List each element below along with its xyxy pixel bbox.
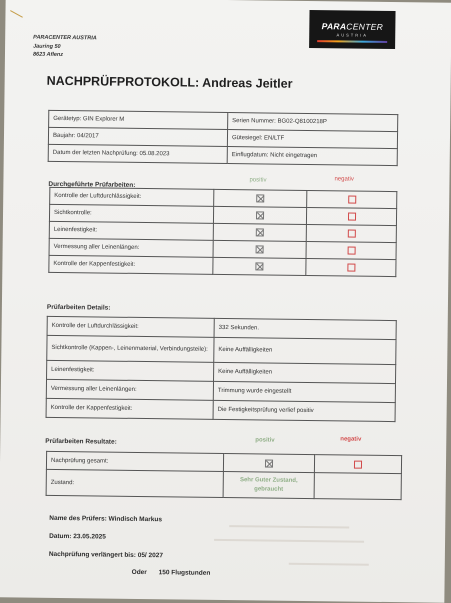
paracenter-logo: PARACENTER AUSTRIA — [309, 10, 395, 49]
checkbox-checked-icon[interactable] — [255, 262, 263, 270]
checkbox-empty-icon[interactable] — [348, 195, 356, 203]
gesamt-label: Nachprüfung gesamt: — [46, 451, 223, 471]
oder-text: Oder — [131, 568, 147, 577]
company-name: PARACENTER AUSTRIA — [33, 34, 97, 42]
checkbox-checked-icon[interactable] — [256, 228, 264, 236]
positiv-header: positiv — [255, 437, 275, 444]
durchgefuehrt-table — [48, 187, 397, 277]
table-row — [49, 255, 396, 276]
company-street: Jauring 50 — [33, 43, 61, 50]
row-label: Leinenfestigkeit: — [49, 221, 213, 240]
einflugdatum-cell: Einflugdatum: Nicht eingetragen — [227, 147, 397, 166]
checkbox-empty-icon[interactable] — [347, 263, 355, 271]
detail-label: Sichtkontrolle (Kappen-, Leinenmaterial, Verbindungsteile): — [47, 335, 214, 362]
detail-value: Keine Auffälligkeiten — [214, 337, 396, 364]
showthrough-text — [214, 539, 364, 543]
checkbox-empty-icon[interactable] — [354, 460, 362, 468]
seriennummer-cell: Serien Nummer: BG02-Q8100218P — [228, 113, 398, 132]
checkbox-checked-icon[interactable] — [265, 459, 273, 467]
negativ-header: negativ — [334, 176, 354, 183]
checkbox-checked-icon[interactable] — [256, 245, 264, 253]
durchgefuehrt-heading: Durchgeführte Prüfarbeiten: — [48, 180, 136, 189]
pen-mark — [10, 10, 23, 18]
baujahr-cell: Baujahr: 04/2017 — [48, 127, 227, 146]
page-title: NACHPRÜFPROTOKOLL: Andreas Jeitler — [46, 73, 293, 91]
detail-label: Kontrolle der Kappenfestigkeit: — [46, 398, 213, 419]
guetesiegel-cell: Gütesiegel: EN/LTF — [227, 130, 397, 149]
device-info-table — [48, 110, 399, 166]
resultate-table — [46, 451, 403, 500]
row-label: Vermessung aller Leinenlängen: — [49, 238, 213, 257]
company-city: 8623 Aflenz — [32, 51, 64, 59]
detail-label: Leinenfestigkeit: — [47, 360, 214, 381]
detail-label: Vermessung aller Leinenlängen: — [46, 379, 213, 400]
table-row — [46, 469, 401, 499]
detail-value: Keine Auffälligkeiten — [214, 362, 396, 383]
detail-value: Trimmung wurde eingestellt — [213, 381, 395, 402]
checkbox-empty-icon[interactable] — [347, 246, 355, 254]
zustand-value: Sehr Guter Zustand, gebraucht — [223, 471, 314, 498]
resultate-heading: Prüfarbeiten Resultate: — [45, 437, 117, 446]
pruef-datum: Datum: 23.05.2025 — [49, 532, 106, 541]
verlaengert-bis: Nachprüfung verlängert bis: 05/ 2027 — [48, 550, 164, 560]
flugstunden-text: 150 Flugstunden — [158, 569, 211, 577]
logo-stripe — [317, 40, 387, 43]
geraetetyp-cell: Gerätetyp: GIN Explorer M — [49, 110, 228, 129]
row-label: Kontrolle der Kappenfestigkeit: — [49, 255, 213, 274]
row-label: Sichtkontrolle: — [49, 204, 213, 223]
pruefer-name: Name des Prüfers: Windisch Markus — [49, 514, 163, 524]
checkbox-checked-icon[interactable] — [256, 194, 264, 202]
details-heading: Prüfarbeiten Details: — [46, 303, 111, 312]
table-row — [46, 398, 395, 421]
checkbox-empty-icon[interactable] — [347, 212, 355, 220]
detail-value: Die Festigkeitsprüfung verlief positiv — [213, 400, 395, 421]
positiv-header: positiv — [249, 177, 267, 184]
datum-letzte-cell: Datum der letzten Nachprüfung: 05.08.2023 — [48, 144, 227, 163]
table-row — [48, 144, 397, 165]
company-address — [33, 34, 97, 60]
details-table — [46, 316, 397, 422]
showthrough-text — [289, 563, 369, 566]
negativ-header: negativ — [340, 436, 362, 443]
zustand-label: Zustand: — [46, 469, 223, 497]
detail-value: 332 Sekunden. — [214, 318, 396, 339]
showthrough-text — [229, 525, 349, 528]
checkbox-empty-icon[interactable] — [347, 229, 355, 237]
detail-label: Kontrolle der Luftdurchlässigkeit: — [47, 316, 214, 337]
checkbox-checked-icon[interactable] — [256, 211, 264, 219]
row-label: Kontrolle der Luftdurchlässigkeit: — [50, 187, 214, 206]
